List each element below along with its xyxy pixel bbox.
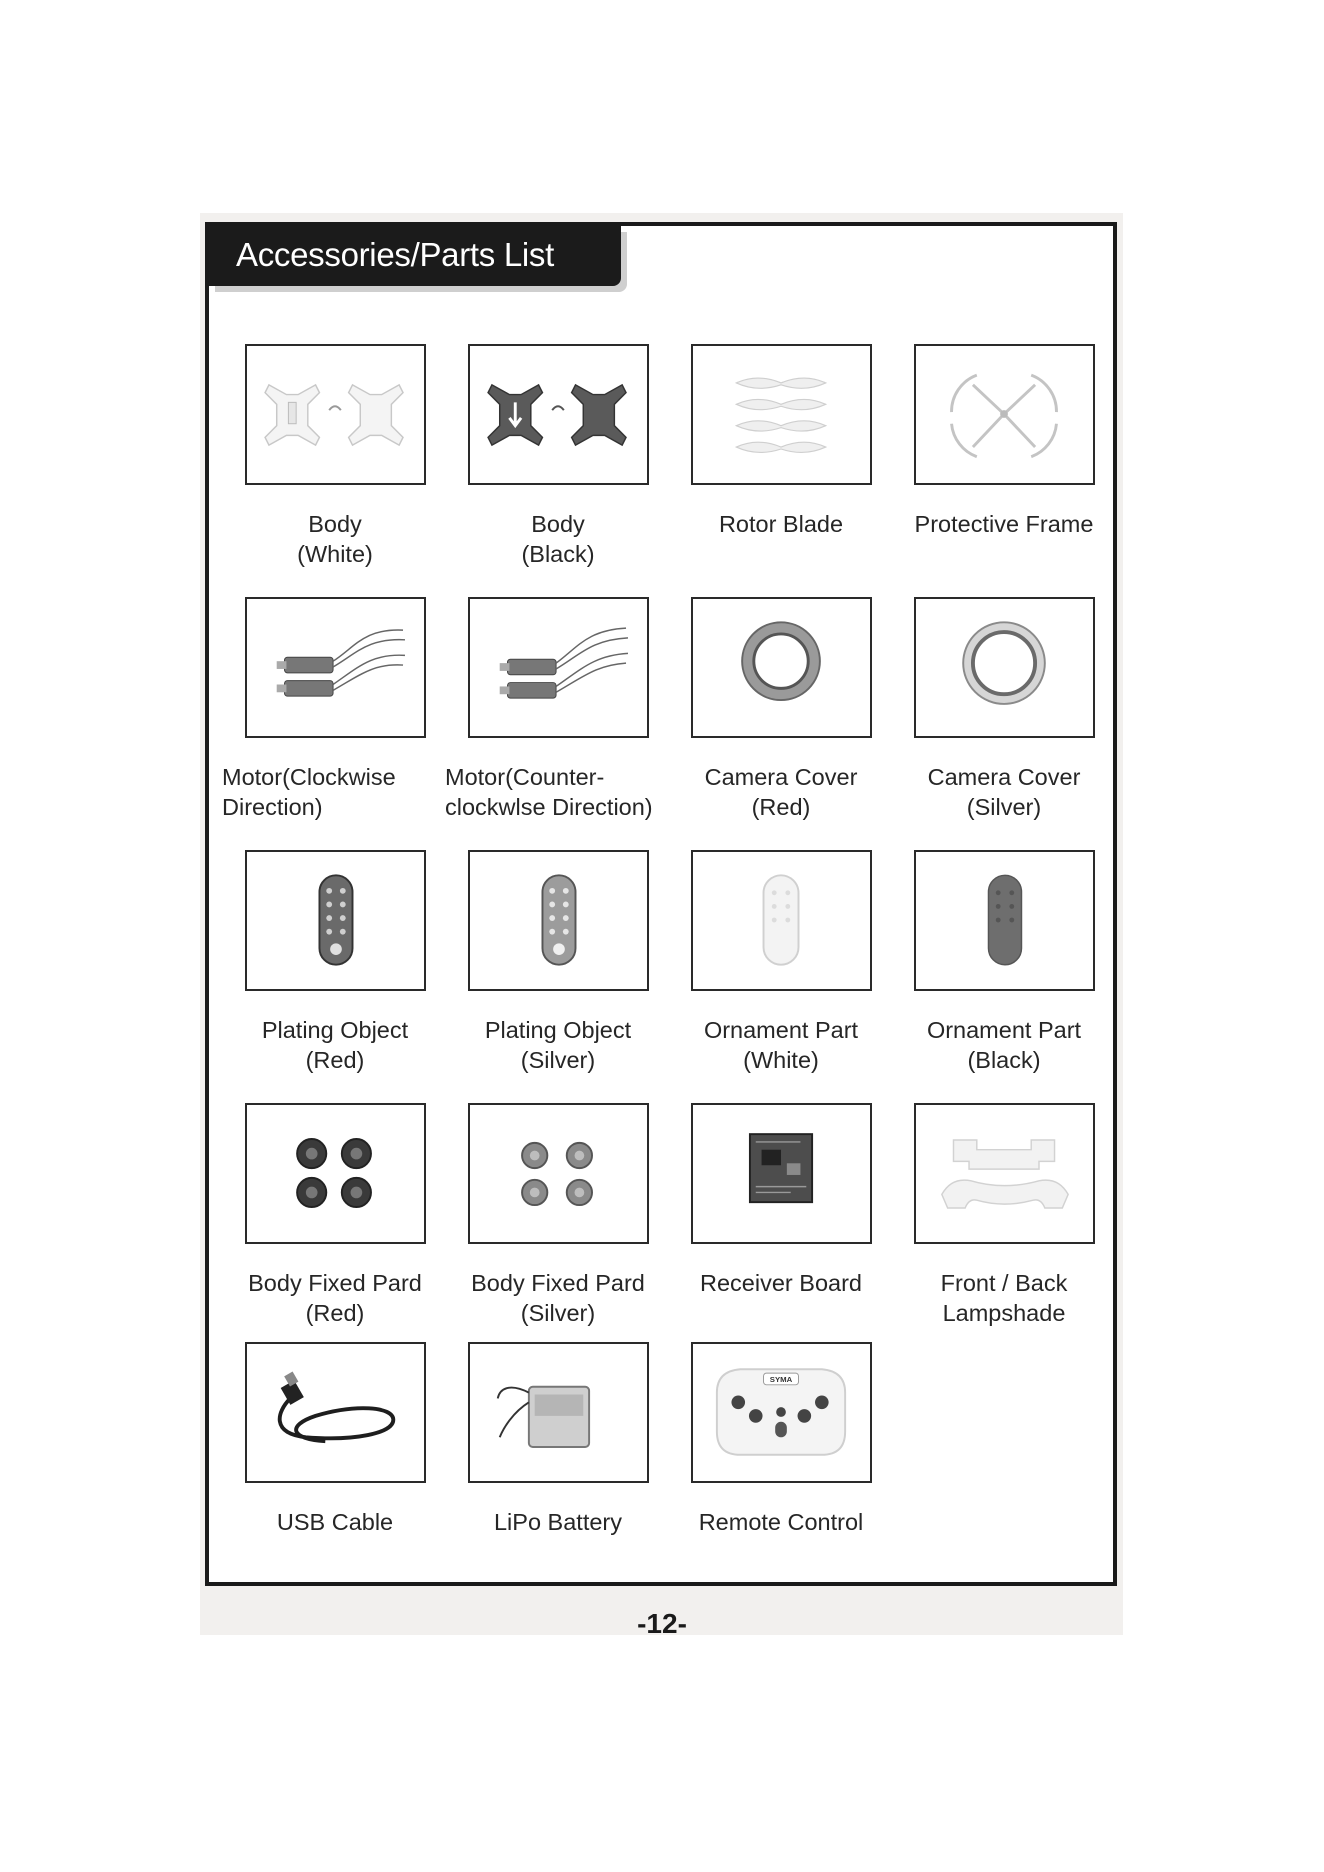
part-item-camera-cover-red <box>666 597 896 822</box>
part-caption: USB Cable <box>276 1509 394 1535</box>
lampshade-icon <box>914 1103 1095 1244</box>
usb-cable-icon <box>245 1342 426 1483</box>
part-item-plating-object-red <box>220 850 450 1075</box>
part-item-ornament-part-white <box>666 850 896 1075</box>
part-caption: Front / Back Lampshade <box>940 1270 1068 1326</box>
part-caption: LiPo Battery <box>493 1509 622 1535</box>
body-fixed-part-icon <box>245 1103 426 1244</box>
part-caption: Plating Object (Red) <box>261 1017 409 1073</box>
part-caption: Rotor Blade <box>718 511 844 537</box>
part-item-body-fixed-silver <box>443 1103 673 1328</box>
remote-brand-label: SYMA <box>769 1374 793 1384</box>
part-item-plating-object-silver <box>443 850 673 1075</box>
protective-frame-icon <box>914 344 1095 485</box>
part-caption: Body Fixed Pard (Silver) <box>471 1270 645 1326</box>
part-caption: Camera Cover (Silver) <box>927 764 1081 820</box>
part-item-motor-cw <box>220 597 450 822</box>
section-title: Accessories/Parts List <box>236 236 555 273</box>
plating-object-icon <box>468 850 649 991</box>
ornament-part-icon <box>691 850 872 991</box>
body-fixed-part-icon <box>468 1103 649 1244</box>
part-caption: Ornament Part (White) <box>703 1017 859 1073</box>
part-caption: Plating Object (Silver) <box>484 1017 632 1073</box>
part-caption: Protective Frame <box>914 511 1094 537</box>
part-item-motor-ccw <box>443 597 673 822</box>
part-caption: Remote Control <box>698 1509 864 1535</box>
part-item-body-white <box>220 344 450 569</box>
page-number: -12- <box>637 1608 687 1639</box>
part-caption: Body Fixed Pard (Red) <box>248 1270 422 1326</box>
part-item-rotor-blade <box>666 344 896 539</box>
part-item-ornament-part-black <box>889 850 1119 1075</box>
motor-icon <box>468 597 649 738</box>
part-caption: Motor(Clockwise Direction) <box>222 764 396 820</box>
part-caption: Body (White) <box>297 511 373 567</box>
motor-icon <box>245 597 426 738</box>
body-white-icon <box>245 344 426 485</box>
part-caption: Body (Black) <box>521 511 595 567</box>
receiver-board-icon <box>691 1103 872 1244</box>
body-black-icon <box>468 344 649 485</box>
camera-cover-icon <box>691 597 872 738</box>
rotor-blade-icon <box>691 344 872 485</box>
parts-list-frame <box>205 222 1117 1586</box>
part-caption: Receiver Board <box>700 1270 862 1296</box>
remote-control-icon <box>691 1342 872 1483</box>
part-item-lampshade <box>889 1103 1119 1328</box>
part-item-remote-control <box>666 1342 896 1537</box>
part-caption: Camera Cover (Red) <box>704 764 858 820</box>
lipo-battery-icon <box>468 1342 649 1483</box>
part-item-body-fixed-red <box>220 1103 450 1328</box>
part-item-usb-cable <box>220 1342 450 1537</box>
part-item-protective-frame <box>889 344 1119 539</box>
part-item-lipo-battery <box>443 1342 673 1537</box>
part-item-camera-cover-silver <box>889 597 1119 822</box>
part-item-receiver-board <box>666 1103 896 1298</box>
part-item-body-black <box>443 344 673 569</box>
part-caption: Ornament Part (Black) <box>926 1017 1082 1073</box>
camera-cover-icon <box>914 597 1095 738</box>
part-caption: Motor(Counter- clockwlse Direction) <box>445 764 653 820</box>
ornament-part-icon <box>914 850 1095 991</box>
plating-object-icon <box>245 850 426 991</box>
section-title-tab <box>209 226 621 286</box>
